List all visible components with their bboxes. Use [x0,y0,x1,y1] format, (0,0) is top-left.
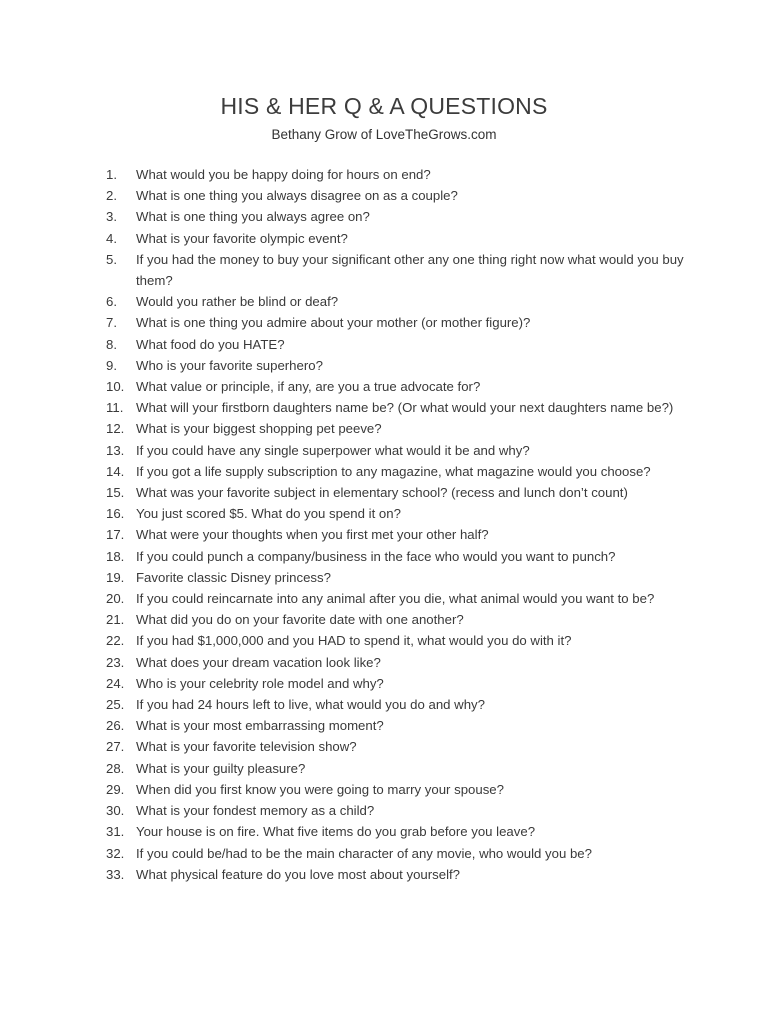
question-number: 28. [106,760,125,776]
list-item [106,546,686,567]
list-item [106,736,686,757]
question-number: 13. [106,442,125,458]
list-item [106,482,686,503]
question-number: 30. [106,803,125,819]
question-text: What will your firstborn daughters name be? (Or what would your next daughters name be?) [136,400,674,416]
list-item [106,779,686,800]
list-item [106,758,686,779]
question-list [106,164,686,885]
list-item [106,461,686,482]
question-text: If you could punch a company/business in the face who would you want to punch? [136,548,616,564]
question-text: What is one thing you admire about your mother (or mother figure)? [136,315,531,331]
list-item [106,440,686,461]
list-item [106,185,686,206]
page-subtitle: Bethany Grow of LoveTheGrows.com [271,127,497,142]
question-text: What is your fondest memory as a child? [136,803,375,819]
list-item [106,334,686,355]
question-text: What is one thing you always agree on? [136,209,370,225]
question-number: 7. [106,315,117,331]
list-item [106,630,686,651]
question-text: What is your favorite olympic event? [136,230,348,246]
question-text: What value or principle, if any, are you a true advocate for? [136,379,481,395]
question-number: 1. [106,167,117,182]
question-text: If you could have any single superpower what would it be and why? [136,442,530,458]
question-number: 6. [106,294,117,310]
list-item [106,715,686,736]
question-text: If you had the money to buy your significant other any one thing right now what would you buy them? [136,251,684,289]
list-item [106,864,686,885]
list-item [106,652,686,673]
question-text: What were your thoughts when you first met your other half? [136,527,489,543]
list-item [106,821,686,842]
question-number: 22. [106,633,125,649]
list-item [106,355,686,376]
list-item [106,164,686,185]
question-text: If you could reincarnate into any animal after you die, what animal would you want to be? [136,591,655,607]
question-number: 16. [106,506,125,522]
question-text: If you got a life supply subscription to any magazine, what magazine would you choose? [136,463,651,479]
question-number: 24. [106,675,125,691]
question-text: What is your biggest shopping pet peeve? [136,421,382,437]
question-number: 21. [106,612,125,628]
list-item [106,567,686,588]
list-item [106,503,686,524]
question-text: If you had 24 hours left to live, what would you do and why? [136,697,485,713]
question-number: 4. [106,230,117,246]
list-item [106,694,686,715]
question-text: What is one thing you always disagree on as a couple? [136,188,458,204]
question-text: If you could be/had to be the main character of any movie, who would you be? [136,845,592,861]
question-number: 23. [106,654,125,670]
list-item [106,228,686,249]
list-item [106,397,686,418]
question-number: 20. [106,591,125,607]
question-number: 12. [106,421,125,437]
question-text: What does your dream vacation look like? [136,654,381,670]
question-number: 15. [106,485,125,501]
question-text: What is your most embarrassing moment? [136,718,384,734]
question-number: 11. [106,400,124,416]
question-number: 5. [106,251,117,267]
question-text: Would you rather be blind or deaf? [136,294,339,310]
question-text: What is your guilty pleasure? [136,760,306,776]
question-text: What did you do on your favorite date with one another? [136,612,464,628]
list-item [106,843,686,864]
question-number: 18. [106,548,125,564]
list-item [106,418,686,439]
question-text: What physical feature do you love most about yourself? [136,866,461,882]
question-text: When did you first know you were going to marry your spouse? [136,781,504,797]
question-number: 10. [106,379,125,395]
question-number: 33. [106,866,125,882]
list-item [106,312,686,333]
question-text: Who is your celebrity role model and why? [136,675,384,691]
list-item [106,673,686,694]
question-number: 17. [106,527,125,543]
question-number: 31. [106,824,125,840]
question-number: 19. [106,569,125,585]
question-text: If you had $1,000,000 and you HAD to spend it, what would you do with it? [136,633,572,649]
question-number: 26. [106,718,125,734]
list-item [106,609,686,630]
question-number: 32. [106,845,125,861]
question-number: 29. [106,781,125,797]
question-number: 8. [106,336,117,352]
question-text: You just scored $5. What do you spend it on? [136,506,401,522]
list-item [106,249,686,291]
question-text: What was your favorite subject in elementary school? (recess and lunch don’t count) [136,485,628,501]
list-item [106,291,686,312]
question-text: What is your favorite television show? [136,739,357,755]
list-item [106,800,686,821]
question-text: Who is your favorite superhero? [136,357,323,373]
list-item [106,206,686,227]
question-number: 3. [106,209,117,225]
question-number: 9. [106,357,117,373]
page-title: HIS & HER Q & A QUESTIONS [220,93,548,119]
question-number: 27. [106,739,125,755]
question-number: 25. [106,697,125,713]
question-text: What would you be happy doing for hours on end? [136,167,431,182]
question-text: Favorite classic Disney princess? [136,569,331,585]
list-item [106,588,686,609]
question-text: Your house is on fire. What five items do you grab before you leave? [136,824,536,840]
question-number: 14. [106,463,125,479]
question-number: 2. [106,188,117,204]
question-text: What food do you HATE? [136,336,285,352]
list-item [106,376,686,397]
list-item [106,524,686,545]
